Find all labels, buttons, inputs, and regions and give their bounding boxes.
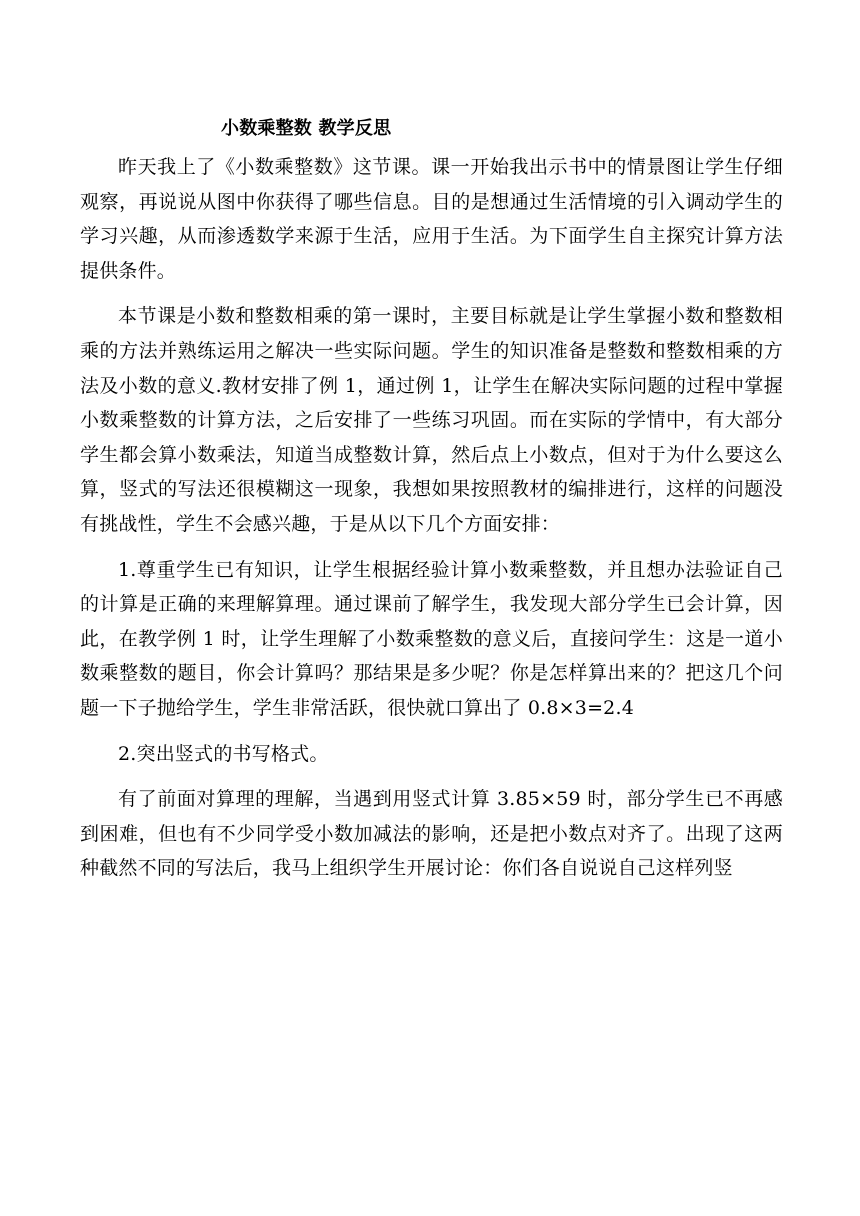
paragraph-point-1: 1.尊重学生已有知识，让学生根据经验计算小数乘整数，并且想办法验证自己的计算是正确的来理解算理。通过课前了解学生，我发现大部分学生已会计算，因此，在教学例 1 时，让学生理解了小数乘整数的意义后，直接问学生：这是一道小数乘整数的题目，你会计算吗？那结果是多少呢？你是怎样算出来的？把这几个问题一下子抛给学生，学生非常活跃，很快就口算出了 0.8×3=2.4 <box>80 558 783 719</box>
document-title: 小数乘整数 教学反思 <box>221 118 392 139</box>
paragraph-lesson-goals: 本节课是小数和整数相乘的第一课时，主要目标就是让学生掌握小数和整数相乘的方法并熟练运用之解决一些实际问题。学生的知识准备是整数和整数相乘的方法及小数的意义.教材安排了例 1，通过例 1，让学生在解决实际问题的过程中掌握小数乘整数的计算方法，之后安排了一些练习巩固。而在实际的学情中，有大部分学生都会算小数乘法，知道当成整数计算，然后点上小数点，但对于为什么要这么算，竖式的写法还很模糊这一现象，我想如果按照教材的编排进行，这样的问题没有挑战性，学生不会感兴趣，于是从以下几个方面安排： <box>80 305 783 535</box>
paragraph-intro: 昨天我上了《小数乘整数》这节课。课一开始我出示书中的情景图让学生仔细观察，再说说从图中你获得了哪些信息。目的是想通过生活情境的引入调动学生的学习兴趣，从而渗透数学来源于生活，应用于生活。为下面学生自主探究计算方法提供条件。 <box>80 156 783 282</box>
paragraph-vertical-calculation: 有了前面对算理的理解，当遇到用竖式计算 3.85×59 时，部分学生已不再感到困难，但也有不少同学受小数加减法的影响，还是把小数点对齐了。出现了这两种截然不同的写法后，我马上组织学生开展讨论：你们各自说说自己这样列竖 <box>80 788 783 880</box>
document-body <box>80 112 783 886</box>
paragraph-point-2-heading: 2.突出竖式的书写格式。 <box>118 742 329 765</box>
